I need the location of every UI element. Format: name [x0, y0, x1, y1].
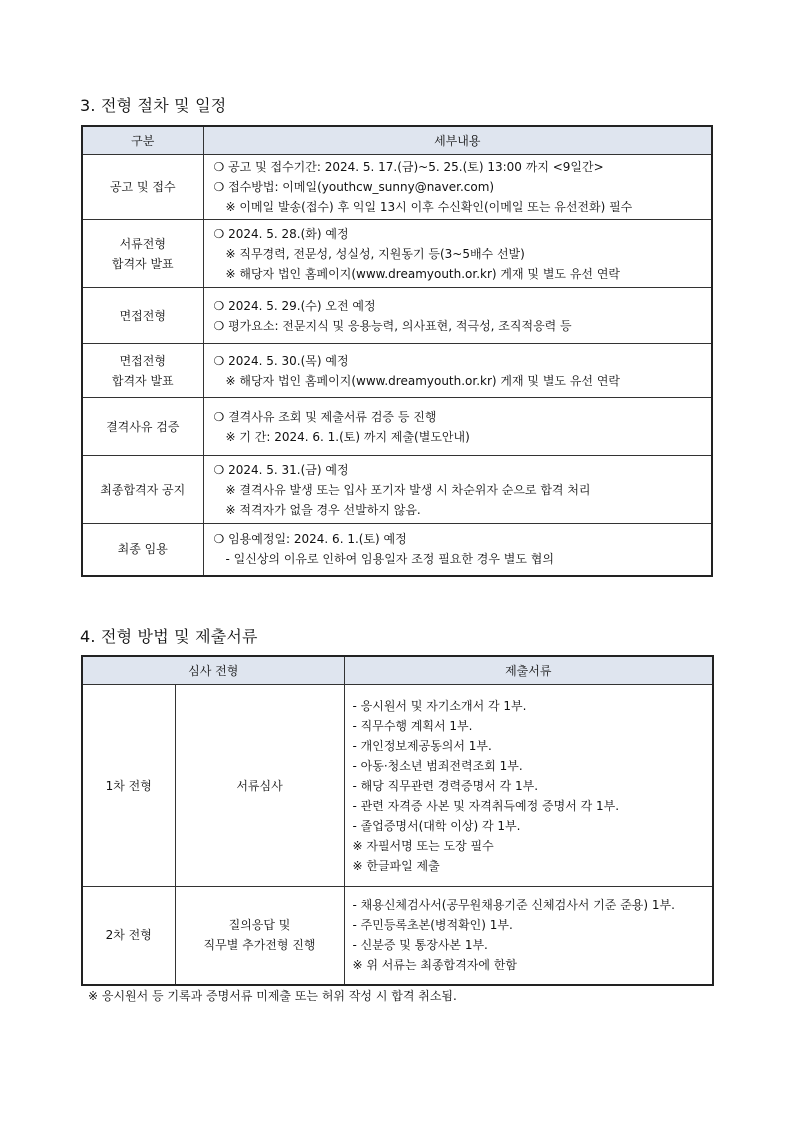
document-item: - 개인정보제공동의서 1부.	[352, 738, 492, 753]
table-row	[82, 524, 712, 576]
method-line: 서류심사	[236, 778, 283, 793]
row-details	[203, 288, 712, 344]
detail-line: ❍ 결격사유 조회 및 제출서류 검증 등 진행	[213, 409, 437, 424]
category-line: 합격자 발표	[111, 373, 174, 388]
table-row	[82, 344, 712, 398]
detail-line: ※ 적격자가 없을 경우 선발하지 않음.	[225, 502, 421, 517]
category-line: 합격자 발표	[111, 256, 174, 271]
documents-cell	[344, 887, 713, 985]
detail-line: - 일신상의 이유로 인하여 임용일자 조정 필요한 경우 별도 협의	[225, 552, 554, 567]
row-details	[203, 524, 712, 576]
detail-line: ※ 직무경력, 전문성, 성실성, 지원동기 등(3~5배수 선발)	[225, 246, 525, 261]
category-line: 최종합격자 공지	[100, 482, 186, 497]
row-details	[203, 155, 712, 220]
detail-line: ❍ 2024. 5. 28.(화) 예정	[213, 226, 349, 241]
table-row	[82, 685, 713, 887]
document-item: - 졸업증명서(대학 이상) 각 1부.	[352, 818, 521, 833]
table-row	[82, 887, 713, 985]
row-category	[82, 456, 203, 524]
document-item: - 아동·청소년 범죄전력조회 1부.	[352, 758, 523, 773]
documents-cell	[344, 685, 713, 887]
detail-line: ※ 해당자 법인 홈페이지(www.dreamyouth.or.kr) 게재 및 별도 유선 연락	[225, 266, 621, 281]
table-row	[82, 456, 712, 524]
stage-cell: 1차 전형	[82, 685, 175, 887]
detail-line: ❍ 공고 및 접수기간: 2024. 5. 17.(금)~5. 25.(토) 13:00 까지 <9일간>	[213, 160, 604, 174]
table-row	[82, 398, 712, 456]
row-category	[82, 398, 203, 456]
detail-line: ❍ 2024. 5. 30.(목) 예정	[213, 353, 349, 368]
document-item: - 직무수행 계획서 1부.	[352, 718, 473, 733]
detail-line: ※ 결격사유 발생 또는 입사 포기자 발생 시 차순위자 순으로 합격 처리	[225, 482, 591, 497]
method-cell	[175, 887, 344, 985]
footnote: ※ 응시원서 등 기록과 증명서류 미제출 또는 허위 작성 시 합격 취소됨.	[88, 989, 457, 1003]
row-category	[82, 220, 203, 288]
method-cell	[175, 685, 344, 887]
table-row	[82, 288, 712, 344]
document-item: - 주민등록초본(병적확인) 1부.	[352, 918, 513, 933]
table-header-row	[82, 656, 713, 685]
header-review-stage: 심사 전형	[82, 656, 344, 685]
detail-line: ※ 기 간: 2024. 6. 1.(토) 까지 제출(별도안내)	[225, 429, 470, 444]
row-category	[82, 524, 203, 576]
table-row	[82, 220, 712, 288]
row-details	[203, 456, 712, 524]
category-line: 결격사유 검증	[106, 419, 180, 434]
schedule-table	[81, 125, 713, 577]
category-line: 면접전형	[119, 353, 166, 368]
row-details	[203, 220, 712, 288]
row-category	[82, 155, 203, 220]
method-line: 직무별 추가전형 진행	[203, 938, 316, 953]
detail-line: ❍ 접수방법: 이메일(youthcw_sunny@naver.com)	[213, 180, 495, 194]
section-title: 3. 전형 절차 및 일정	[80, 96, 227, 115]
method-line: 질의응답 및	[228, 918, 291, 933]
detail-line: ❍ 임용예정일: 2024. 6. 1.(토) 예정	[213, 532, 407, 547]
detail-line: ❍ 평가요소: 전문지식 및 응용능력, 의사표현, 적극성, 조직적응력 등	[213, 318, 572, 333]
document-item: ※ 위 서류는 최종합격자에 한함	[352, 958, 517, 973]
stage-cell: 2차 전형	[82, 887, 175, 985]
detail-line: ※ 해당자 법인 홈페이지(www.dreamyouth.or.kr) 게재 및 별도 유선 연락	[225, 373, 621, 388]
document-item: ※ 자필서명 또는 도장 필수	[352, 838, 494, 853]
category-line: 서류전형	[119, 236, 166, 251]
row-category	[82, 288, 203, 344]
category-line: 공고 및 접수	[109, 180, 176, 194]
row-details	[203, 344, 712, 398]
header-details: 세부내용	[203, 126, 712, 155]
detail-line: ❍ 2024. 5. 31.(금) 예정	[213, 462, 349, 477]
category-line: 최종 임용	[117, 542, 168, 557]
document-item: - 채용신체검사서(공무원채용기준 신체검사서 기준 준용) 1부.	[352, 898, 675, 913]
document-item: ※ 한글파일 제출	[352, 858, 440, 873]
section-title: 4. 전형 방법 및 제출서류	[80, 627, 258, 646]
document-item: - 신분증 및 통장사본 1부.	[352, 938, 488, 953]
header-documents: 제출서류	[344, 656, 713, 685]
table-row	[82, 155, 712, 220]
document-item: - 응시원서 및 자기소개서 각 1부.	[352, 698, 527, 713]
header-category: 구분	[82, 126, 203, 155]
table-header-row	[82, 126, 712, 155]
detail-line: ※ 이메일 발송(접수) 후 익일 13시 이후 수신확인(이메일 또는 유선전화) 필수	[225, 200, 633, 214]
document-item: - 해당 직무관련 경력증명서 각 1부.	[352, 778, 539, 793]
document-item: - 관련 자격증 사본 및 자격취득예정 증명서 각 1부.	[352, 798, 620, 813]
detail-line: ❍ 2024. 5. 29.(수) 오전 예정	[213, 298, 376, 313]
row-category	[82, 344, 203, 398]
documents-table	[81, 655, 714, 986]
row-details	[203, 398, 712, 456]
category-line: 면접전형	[119, 308, 166, 323]
